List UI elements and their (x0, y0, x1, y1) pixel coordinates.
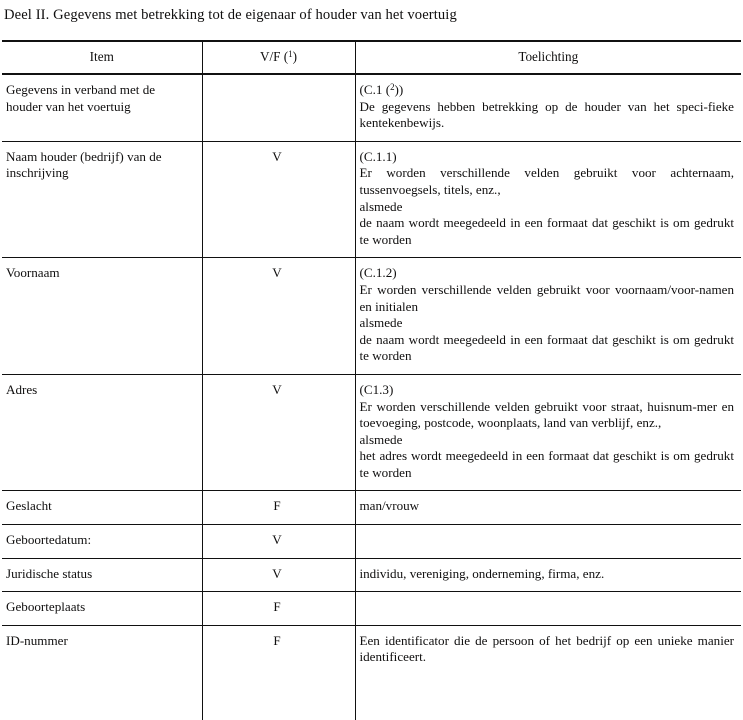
row-vf: V (202, 374, 355, 491)
table-row (2, 592, 741, 626)
row-explanation-line: Er worden verschillende velden gebruikt voor straat, huisnum-mer en toevoeging, postcode, woonplaats, land van verblijf, enz., (359, 398, 734, 431)
row-item: Geslacht (2, 491, 202, 525)
row-toelichting (355, 258, 741, 375)
row-toelichting (355, 558, 741, 592)
row-explanation-line: de naam wordt meegedeeld in een formaat dat geschikt is om gedrukt te worden (359, 215, 734, 247)
row-explanation-line: alsmede (359, 198, 403, 214)
row-explanation-line: man/vrouw (359, 498, 420, 514)
row-code (360, 82, 735, 99)
row-explanation-line: alsmede (359, 315, 403, 331)
page-title: Deel II. Gegevens met betrekking tot de eigenaar of houder van het voertuig (4, 7, 457, 23)
table-row (2, 525, 741, 559)
table-row (2, 491, 741, 525)
footnote-marker-2: 2 (390, 82, 395, 92)
table-body (2, 74, 741, 675)
row-code: (C.1.2) (359, 265, 397, 281)
row-vf: V (202, 525, 355, 559)
row-explanation-line: individu, vereniging, onderneming, firma, enz. (359, 565, 605, 581)
row-toelichting (355, 625, 741, 675)
row-vf: V (202, 141, 355, 258)
row-item: Geboorteplaats (2, 592, 202, 626)
row-toelichting (355, 525, 741, 559)
row-toelichting (355, 374, 741, 491)
table-row (2, 374, 741, 491)
row-explanation-line: het adres wordt meegedeeld in een formaat dat geschikt is om gedrukt te worden (359, 448, 734, 480)
row-explanation-line: de naam wordt meegedeeld in een formaat dat geschikt is om gedrukt te worden (359, 331, 734, 364)
row-explanation-line: Een identificator die de persoon of het bedrijf op een unieke manier identificeert. (359, 632, 734, 665)
row-toelichting (355, 74, 741, 141)
row-item: Juridische status (2, 558, 202, 592)
row-code: (C.1.1) (359, 148, 397, 164)
column-header-item: Item (2, 41, 202, 74)
footnote-marker-1: 1 (288, 48, 293, 59)
row-code-prefix: (C.1 ( (359, 82, 391, 97)
table-row (2, 141, 741, 258)
row-item: Geboortedatum: (2, 525, 202, 559)
row-item: Gegevens in verband met de houder van het voertuig (2, 74, 202, 141)
column-separator-item (202, 672, 203, 720)
column-separator-vf (355, 672, 356, 720)
row-item: Voornaam (2, 258, 202, 375)
column-header-vf (202, 41, 355, 74)
row-explanation-line: Er worden verschillende velden gebruikt voor voornaam/voor-namen en initialen (359, 281, 734, 314)
row-toelichting (355, 141, 741, 258)
row-vf: F (202, 592, 355, 626)
table-row (2, 558, 741, 592)
row-code-suffix: )) (394, 82, 404, 97)
row-item: ID-nummer (2, 625, 202, 675)
column-header-vf-text: V/F ( (259, 49, 289, 64)
column-header-toelichting: Toelichting (355, 41, 741, 74)
row-vf: V (202, 258, 355, 375)
row-vf: F (202, 625, 355, 675)
row-explanation-line: Er worden verschillende velden gebruikt voor achternaam, tussenvoegsels, titels, enz., (359, 165, 734, 197)
table-row (2, 625, 741, 675)
row-vf: F (202, 491, 355, 525)
row-vf (202, 74, 355, 141)
row-item: Naam houder (bedrijf) van de inschrijving (2, 141, 202, 258)
vehicle-holder-data-table (2, 40, 741, 675)
row-toelichting (355, 592, 741, 626)
row-toelichting (355, 491, 741, 525)
column-header-vf-suffix: ) (292, 49, 298, 64)
table-header-row (2, 41, 741, 74)
row-item: Adres (2, 374, 202, 491)
row-explanation-line: De gegevens hebben betrekking op de houder van het speci-fieke kentekenbewijs. (359, 98, 734, 131)
table-row (2, 74, 741, 141)
row-code: (C1.3) (359, 381, 394, 397)
row-vf: V (202, 558, 355, 592)
row-explanation-line: alsmede (359, 431, 403, 447)
table-row (2, 258, 741, 375)
